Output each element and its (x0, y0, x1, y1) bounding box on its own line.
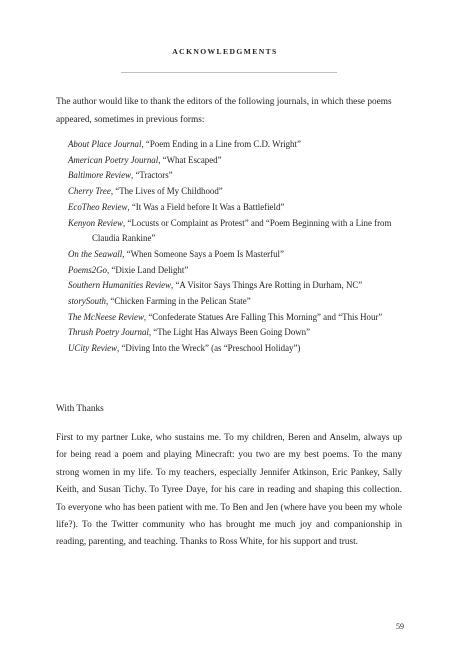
journal-name: Southern Humanities Review (68, 280, 172, 291)
poem-titles: , “Confederate Statues Are Falling This Morning” and “This Hour” (143, 311, 383, 322)
journal-name: American Poetry Journal (68, 154, 159, 165)
intro-paragraph: The author would like to thank the editors of the following journals, in which these poems appeared, sometimes in previous forms: (56, 97, 392, 125)
poem-titles: , “Diving Into the Wreck” (as “Preschool Holiday”) (117, 343, 301, 354)
poem-titles: , “Poem Ending in a Line from C.D. Wright” (141, 139, 301, 149)
journal-name: storySouth (68, 296, 106, 307)
journal-name: The McNeese Review (68, 311, 144, 322)
journal-name: About Place Journal (68, 139, 142, 149)
page-heading: ACKNOWLEDGMENTS (172, 47, 278, 56)
journal-name: Cherry Tree (68, 186, 111, 197)
poem-titles: , “When Someone Says a Poem Is Masterful” (122, 248, 284, 259)
journal-name: Baltimore Review (68, 170, 132, 181)
list-item (68, 200, 408, 216)
poem-titles: , “Chicken Farming in the Pelican State” (105, 296, 251, 307)
page-number: 59 (396, 622, 404, 631)
list-item (68, 216, 408, 247)
list-item (68, 247, 408, 263)
poem-titles: , “It Was a Field before It Was a Battlefield” (127, 201, 285, 212)
list-item (68, 168, 408, 184)
poem-titles: , “Dixie Land Delight” (106, 264, 189, 275)
poem-titles: , “Tractors” (131, 170, 173, 181)
journal-name: Poems2Go (68, 264, 107, 275)
thanks-paragraph: First to my partner Luke, who sustains me. To my children, Beren and Anselm, always up for being read a poem and playing Minecraft: you two are my best poems. To the many strong women in my life. To my teachers, especially Jennifer Atkinson, Eric Pankey, Sally Keith, and Susan Tichy. To Tyree Daye, for his care in reading and shaping this collection. To everyone who has been patient with me. To Ben and Jen (where have you been my whole life?). To the Twitter community who has brought me much joy and companionship in reading, parenting, and teaching. Thanks to Ross White, for his support and trust. (56, 433, 402, 548)
list-item (68, 184, 408, 200)
list-item (68, 137, 408, 153)
list-item (68, 294, 408, 310)
poem-titles: , “What Escaped” (158, 154, 222, 165)
list-item (68, 325, 408, 341)
poem-titles: , “The Lives of My Childhood” (110, 186, 223, 197)
journal-name: EcoTheo Review (68, 201, 128, 212)
journal-name: UCity Review (68, 343, 118, 354)
acknowledgment-list (68, 137, 408, 357)
poem-titles: , “A Visitor Says Things Are Rotting in Durham, NC” (171, 280, 363, 291)
journal-name: Thrush Poetry Journal (68, 327, 149, 338)
list-item (68, 153, 408, 169)
thanks-heading: With Thanks (56, 404, 104, 414)
list-item (68, 278, 408, 294)
heading-divider (121, 72, 337, 73)
list-item (68, 341, 408, 357)
journal-name: On the Seawall (68, 248, 123, 259)
list-item (68, 310, 408, 326)
journal-name: Kenyon Review (68, 217, 123, 228)
poem-titles: , “The Light Has Always Been Going Down” (148, 327, 311, 338)
list-item (68, 263, 408, 279)
poem-titles: , “Locusts or Complaint as Protest” and “Poem Beginning with a Line from Claudia Rankine” (92, 217, 392, 244)
